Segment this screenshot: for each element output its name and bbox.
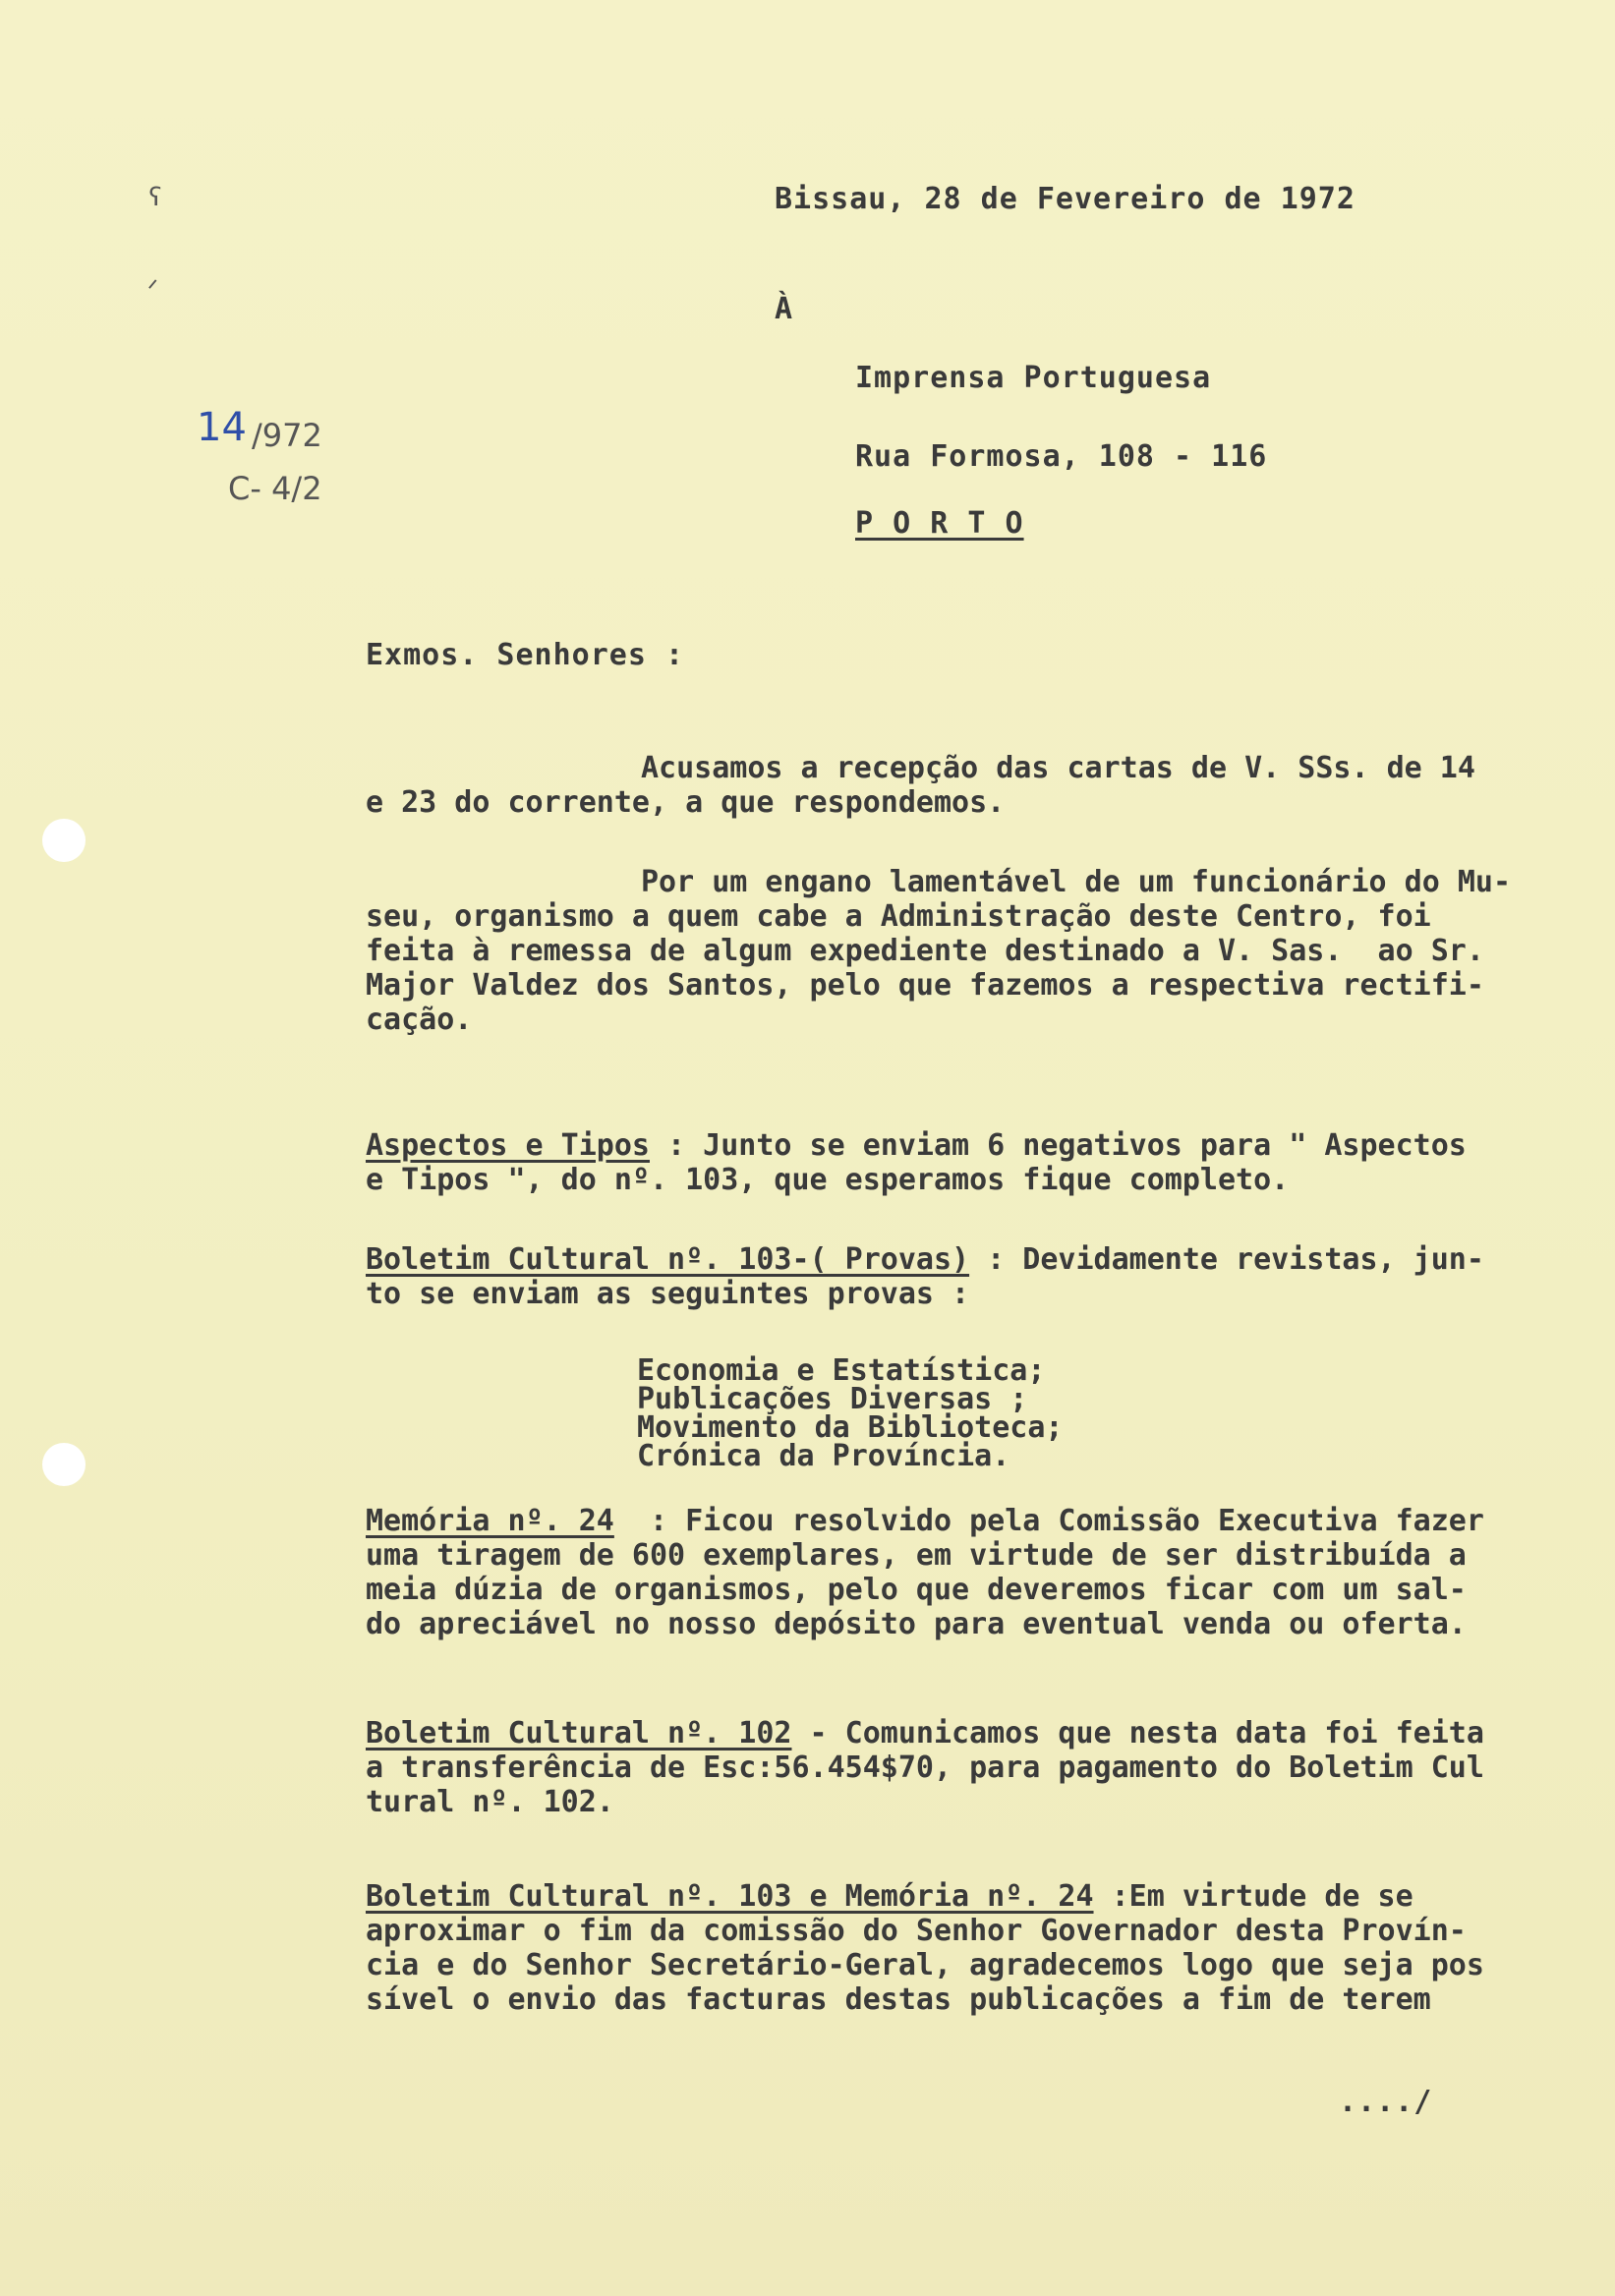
text-line: feita à remessa de algum expediente destinado a V. Sas. ao Sr. (366, 934, 1484, 968)
list-item: Movimento da Biblioteca; (637, 1410, 1064, 1445)
punch-hole (42, 1443, 86, 1486)
proofs-list (637, 1353, 1615, 1473)
list-item: Crónica da Província. (637, 1439, 1010, 1473)
text-line: Major Valdez dos Santos, pelo que fazemos a respectiva rectifi- (366, 968, 1484, 1003)
paragraph-boletim-102 (366, 1716, 1615, 1819)
paragraph-memoria (366, 1504, 1615, 1641)
continuation-mark: ..../ (1339, 2085, 1433, 2119)
text-line: : Devidamente revistas, jun- (969, 1242, 1484, 1277)
text-line: e Tipos ", do nº. 103, que esperamos fique completo. (366, 1163, 1290, 1197)
handwritten-reference-number: 14 (197, 405, 247, 450)
text-line: uma tiragem de 600 exemplares, em virtude de ser distribuída a (366, 1538, 1467, 1573)
text-line: a transferência de Esc:56.454$70, para pagamento do Boletim Cul (366, 1751, 1484, 1785)
text-line: Acusamos a recepção das cartas de V. SSs. de 14 (641, 751, 1475, 785)
section-label: Boletim Cultural nº. 103 e Memória nº. 24 (366, 1879, 1094, 1914)
list-item: Publicações Diversas ; (637, 1382, 1028, 1416)
pencil-mark: ᐟ (147, 275, 159, 305)
text-line: - Comunicamos que nesta data foi feita (791, 1716, 1484, 1751)
text-line: meia dúzia de organismos, pelo que deveremos ficar com um sal- (366, 1573, 1467, 1607)
reference-code: C- 4/2 (228, 470, 322, 507)
section-label: Memória nº. 24 (366, 1504, 614, 1538)
punch-hole (42, 819, 86, 862)
paragraph-aspectos (366, 1128, 1615, 1197)
text-line: seu, organismo a quem cabe a Administração deste Centro, foi (366, 899, 1431, 934)
salutation-to: À (775, 292, 794, 326)
pencil-mark: ʕ (147, 183, 163, 212)
text-line: sível o envio das facturas destas publicações a fim de terem (366, 1982, 1431, 2017)
text-line: e 23 do corrente, a que respondemos. (366, 785, 1006, 820)
paragraph-invoices (366, 1879, 1615, 2017)
text-line: do apreciável no nosso depósito para eventual venda ou oferta. (366, 1607, 1467, 1641)
reference-year: /972 (252, 417, 322, 454)
section-label: Boletim Cultural nº. 103-( Provas) (366, 1242, 970, 1277)
paragraph-boletim-103 (366, 1242, 1615, 1311)
text-line: to se enviam as seguintes provas : (366, 1277, 970, 1311)
text-line: : Junto se enviam 6 negativos para " Aspectos (649, 1128, 1467, 1163)
text-line: cia e do Senhor Secretário-Geral, agradecemos logo que seja pos (366, 1948, 1484, 1982)
recipient-address: Rua Formosa, 108 - 116 (855, 439, 1268, 474)
text-line: :Em virtude de se (1093, 1879, 1413, 1914)
paragraph-correction (366, 865, 1615, 1037)
text-line: : Ficou resolvido pela Comissão Executiva fazer (613, 1504, 1484, 1538)
date-line: Bissau, 28 de Fevereiro de 1972 (775, 182, 1355, 216)
recipient-city: P O R T O (855, 506, 1024, 541)
text-line: aproximar o fim da comissão do Senhor Governador desta Provín- (366, 1914, 1467, 1948)
text-line: Por um engano lamentável de um funcionário do Mu- (641, 865, 1512, 899)
salutation: Exmos. Senhores : (366, 638, 685, 672)
section-label: Boletim Cultural nº. 102 (366, 1716, 792, 1751)
section-label: Aspectos e Tipos (366, 1128, 650, 1163)
text-line: tural nº. 102. (366, 1785, 614, 1819)
recipient-name: Imprensa Portuguesa (855, 361, 1212, 395)
paragraph-receipt (366, 751, 1615, 820)
text-line: cação. (366, 1003, 473, 1037)
list-item: Economia e Estatística; (637, 1353, 1046, 1388)
